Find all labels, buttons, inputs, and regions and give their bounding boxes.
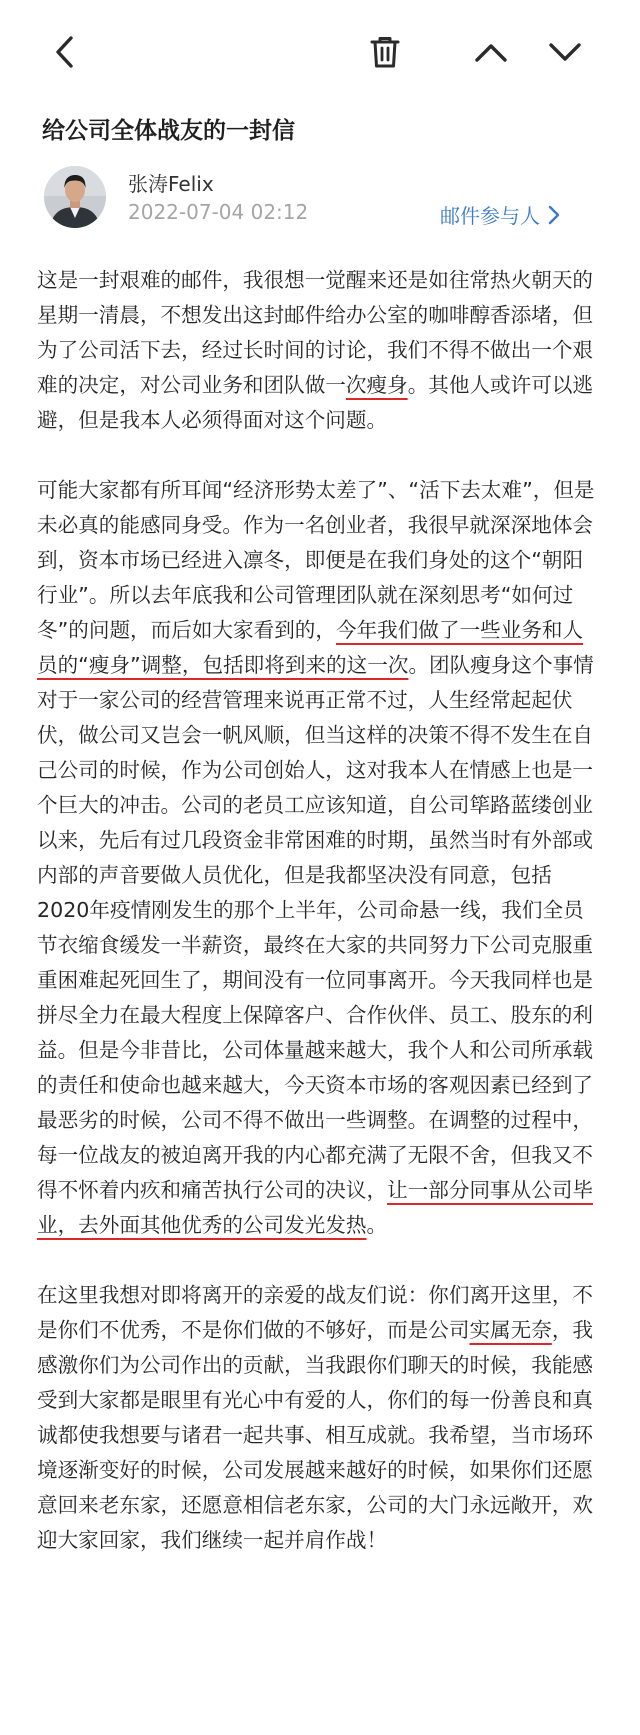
email-subject: 给公司全体战友的一封信 — [42, 118, 295, 144]
top-toolbar — [0, 0, 640, 100]
underlined-highlight: 今年我们做了一些业务和人员的“瘦身”调整，包括即将到来的这一次 — [37, 618, 584, 677]
body-paragraph-1 — [37, 263, 602, 438]
chevron-down-icon — [547, 40, 583, 64]
chevron-up-icon — [473, 40, 509, 64]
paragraph-text: 。团队瘦身这个事情对于一家公司的经营管理来说再正常不过，人生经常起起伏伏，做公司又岂会一帆风顺，但当这样的决策不得不发生在自己公司的时候，作为公司创始人，这对我本人在情感上也是一个巨大的冲击。公司的老员工应该知道，自公司筚路蓝缕创业以来，先后有过几段资金非常困难的时期，虽然当时有外部或内部的声音要做人员优化，但是我都坚决没有同意，包括2020年疫情刚发生的那个上半年，公司命悬一线，我们全员节衣缩食缓发一半薪资，最终在大家的共同努力下公司克服重重困难起死回生了，期间没有一位同事离开。今天我同样也是拼尽全力在最大程度上保障客户、合作伙伴、员工、股东的利益。但是今非昔比，公司体量越来越大，我个人和公司所承载的责任和使命也越来越大，今天资本市场的客观因素已经到了最恶劣的时候，公司不得不做出一些调整。在调整的过程中，每一位战友的被迫离开我的内心都充满了无限不舍，但我又不得不怀着内疚和痛苦执行公司的决议， — [37, 653, 594, 1202]
body-paragraph-2 — [37, 473, 602, 1243]
back-button[interactable] — [38, 24, 94, 80]
delete-button[interactable] — [357, 24, 413, 80]
paragraph-text: 可能大家都有所耳闻“经济形势太差了”、“活下去太难”，但是未必真的能感同身受。作为一名创业者，我很早就深深地体会到，资本市场已经进入凛冬，即便是在我们身处的这个“朝阳行业”。所以去年底我和公司管理团队就在深刻思考“如何过冬”的问题，而后如大家看到的， — [37, 478, 595, 642]
chevron-right-icon — [548, 205, 560, 225]
body-paragraph-3 — [37, 1278, 602, 1558]
paragraph-text: 。 — [366, 1213, 388, 1237]
chevron-left-icon — [51, 34, 81, 70]
sent-timestamp: 2022-07-04 02:12 — [128, 200, 309, 224]
paragraph-text: 。其他人或许可以逃避，但是我本人必须得面对这个问题。 — [37, 373, 594, 432]
paragraph-text: 在这里我想对即将离开的亲爱的战友们说：你们离开这里，不是你们不优秀，不是你们做的不够好，而是公司 — [37, 1283, 594, 1342]
underlined-highlight: 次瘦身 — [345, 373, 408, 397]
paragraph-text: 这是一封艰难的邮件，我很想一觉醒来还是如往常热火朝天的星期一清晨，不想发出这封邮件给办公室的咖啡醇香添堵，但为了公司活下去，经过长时间的讨论，我们不得不做出一个艰难的决定，对公司业务和团队做一 — [37, 268, 594, 397]
previous-email-button[interactable] — [463, 24, 519, 80]
trash-icon — [369, 35, 401, 69]
participants-link[interactable] — [440, 200, 560, 229]
sender-avatar[interactable] — [44, 166, 106, 228]
underlined-highlight: 让一部分同事从公司毕业，去外面其他优秀的公司发光发热 — [37, 1178, 594, 1237]
paragraph-text: ，我感激你们为公司作出的贡献，当我跟你们聊天的时候，我能感受到大家都是眼里有光心中有爱的人，你们的每一份善良和真诚都使我想要与诸君一起共事、相互成就。我希望，当市场环境逐渐变好的时候，公司发展越来越好的时候，如果你们还愿意回来老东家，还愿意相信老东家，公司的大门永远敞开，欢迎大家回家，我们继续一起并肩作战！ — [37, 1318, 594, 1552]
underlined-highlight: 实属无奈 — [469, 1318, 552, 1342]
next-email-button[interactable] — [537, 24, 593, 80]
participants-label: 邮件参与人 — [440, 204, 540, 228]
email-body — [37, 263, 602, 1558]
sender-name[interactable]: 张涛Felix — [128, 172, 214, 196]
